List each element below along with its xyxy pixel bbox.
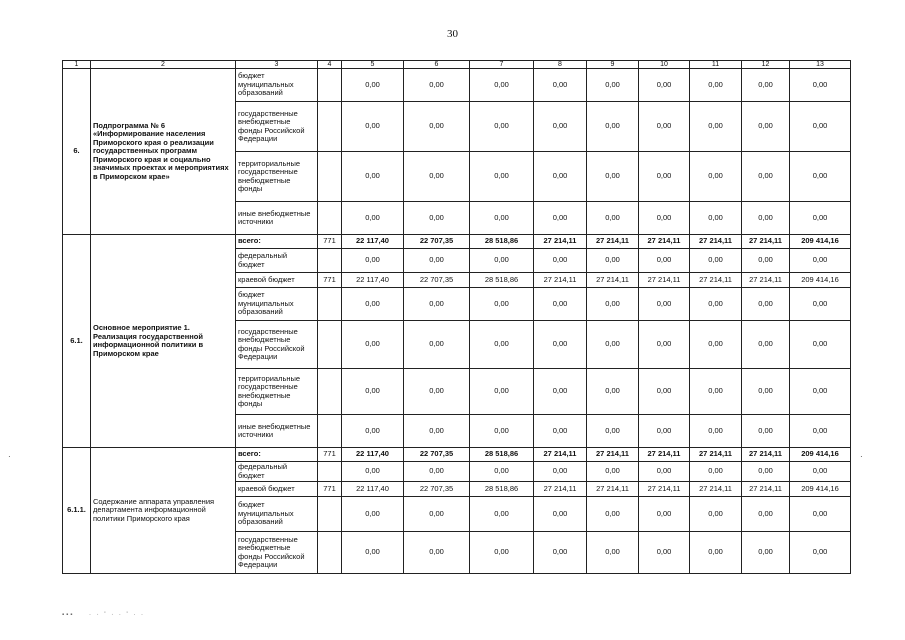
year-value: 0,00 — [690, 497, 742, 532]
section-index: 6.1. — [63, 235, 91, 448]
year-value: 0,00 — [639, 288, 690, 321]
year-value: 0,00 — [470, 202, 534, 235]
year-value: 0,00 — [690, 369, 742, 415]
year-value: 0,00 — [404, 69, 470, 102]
year-value: 0,00 — [587, 69, 639, 102]
total-value: 209 414,16 — [790, 235, 851, 249]
year-value: 0,00 — [587, 497, 639, 532]
year-value: 0,00 — [534, 69, 587, 102]
year-value: 0,00 — [742, 202, 790, 235]
year-value: 0,00 — [404, 415, 470, 448]
year-value: 0,00 — [742, 249, 790, 273]
year-value: 0,00 — [470, 462, 534, 482]
column-header: 8 — [534, 61, 587, 69]
year-value: 27 214,11 — [690, 482, 742, 497]
year-value: 28 518,86 — [470, 482, 534, 497]
budget-code: 771 — [318, 235, 342, 249]
year-value: 0,00 — [404, 249, 470, 273]
funding-source: бюджет муниципальных образований — [236, 288, 318, 321]
year-value: 0,00 — [342, 497, 404, 532]
year-value: 27 214,11 — [587, 235, 639, 249]
year-value: 0,00 — [742, 415, 790, 448]
funding-source: иные внебюджетные источники — [236, 202, 318, 235]
funding-source: федеральный бюджет — [236, 462, 318, 482]
total-value: 0,00 — [790, 369, 851, 415]
total-value: 209 414,16 — [790, 273, 851, 288]
year-value: 0,00 — [404, 288, 470, 321]
year-value: 0,00 — [534, 102, 587, 152]
year-value: 0,00 — [639, 69, 690, 102]
year-value: 0,00 — [639, 369, 690, 415]
year-value: 0,00 — [342, 102, 404, 152]
column-header: 3 — [236, 61, 318, 69]
year-value: 27 214,11 — [534, 235, 587, 249]
total-value: 0,00 — [790, 69, 851, 102]
year-value: 0,00 — [404, 321, 470, 369]
year-value: 0,00 — [534, 462, 587, 482]
year-value: 27 214,11 — [742, 482, 790, 497]
year-value: 0,00 — [404, 152, 470, 202]
year-value: 0,00 — [587, 202, 639, 235]
year-value: 27 214,11 — [639, 273, 690, 288]
section-name: Основное мероприятие 1. Реализация государственной информационной политики в Приморском крае — [91, 235, 236, 448]
margin-mark: · — [8, 452, 11, 461]
funding-source: государственные внебюджетные фонды Российской Федерации — [236, 102, 318, 152]
funding-source: федеральный бюджет — [236, 249, 318, 273]
year-value: 27 214,11 — [690, 273, 742, 288]
year-value: 0,00 — [742, 321, 790, 369]
year-value: 0,00 — [404, 497, 470, 532]
funding-source: территориальные государственные внебюджетные фонды — [236, 152, 318, 202]
year-value: 27 214,11 — [639, 448, 690, 462]
year-value: 27 214,11 — [742, 448, 790, 462]
budget-code — [318, 462, 342, 482]
year-value: 0,00 — [342, 69, 404, 102]
total-value: 0,00 — [790, 288, 851, 321]
year-value: 27 214,11 — [534, 273, 587, 288]
year-value: 0,00 — [587, 288, 639, 321]
year-value: 0,00 — [470, 415, 534, 448]
funding-source: всего: — [236, 448, 318, 462]
year-value: 22 707,35 — [404, 235, 470, 249]
year-value: 0,00 — [342, 321, 404, 369]
total-value: 0,00 — [790, 102, 851, 152]
year-value: 0,00 — [342, 415, 404, 448]
column-header: 13 — [790, 61, 851, 69]
year-value: 0,00 — [742, 288, 790, 321]
total-value: 0,00 — [790, 462, 851, 482]
year-value: 27 214,11 — [534, 482, 587, 497]
year-value: 0,00 — [342, 288, 404, 321]
year-value: 22 117,40 — [342, 482, 404, 497]
year-value: 0,00 — [470, 532, 534, 574]
header-row — [63, 61, 851, 69]
year-value: 27 214,11 — [690, 448, 742, 462]
year-value: 0,00 — [404, 202, 470, 235]
budget-code — [318, 415, 342, 448]
year-value: 28 518,86 — [470, 448, 534, 462]
year-value: 0,00 — [342, 369, 404, 415]
year-value: 0,00 — [639, 532, 690, 574]
budget-code — [318, 69, 342, 102]
year-value: 0,00 — [404, 102, 470, 152]
year-value: 22 117,40 — [342, 273, 404, 288]
year-value: 0,00 — [404, 532, 470, 574]
year-value: 0,00 — [690, 532, 742, 574]
year-value: 0,00 — [534, 202, 587, 235]
column-header: 11 — [690, 61, 742, 69]
year-value: 0,00 — [690, 69, 742, 102]
year-value: 27 214,11 — [534, 448, 587, 462]
total-value: 209 414,16 — [790, 482, 851, 497]
year-value: 27 214,11 — [742, 235, 790, 249]
year-value: 0,00 — [690, 102, 742, 152]
year-value: 0,00 — [690, 415, 742, 448]
year-value: 0,00 — [342, 249, 404, 273]
year-value: 0,00 — [534, 288, 587, 321]
funding-source: иные внебюджетные источники — [236, 415, 318, 448]
year-value: 0,00 — [470, 497, 534, 532]
budget-code — [318, 249, 342, 273]
column-header: 7 — [470, 61, 534, 69]
table-row — [63, 69, 851, 102]
margin-mark: · — [860, 452, 863, 461]
year-value: 0,00 — [587, 152, 639, 202]
column-header: 12 — [742, 61, 790, 69]
table-row — [63, 448, 851, 462]
column-header: 4 — [318, 61, 342, 69]
section-name: Подпрограмма № 6 «Информирование населения Приморского края о реализации государственных программ Приморского края и социально значимых проектах и мероприятиях в Приморском крае» — [91, 69, 236, 235]
year-value: 27 214,11 — [587, 448, 639, 462]
year-value: 27 214,11 — [587, 273, 639, 288]
budget-code — [318, 532, 342, 574]
year-value: 0,00 — [587, 249, 639, 273]
year-value: 0,00 — [342, 202, 404, 235]
budget-code — [318, 202, 342, 235]
year-value: 0,00 — [470, 288, 534, 321]
budget-table — [62, 60, 851, 574]
year-value: 28 518,86 — [470, 273, 534, 288]
year-value: 0,00 — [587, 462, 639, 482]
year-value: 27 214,11 — [639, 482, 690, 497]
year-value: 27 214,11 — [742, 273, 790, 288]
year-value: 0,00 — [690, 152, 742, 202]
year-value: 0,00 — [470, 249, 534, 273]
total-value: 0,00 — [790, 532, 851, 574]
year-value: 0,00 — [742, 532, 790, 574]
budget-code — [318, 497, 342, 532]
budget-code: 771 — [318, 273, 342, 288]
page-number: 30 — [447, 28, 458, 40]
total-value: 209 414,16 — [790, 448, 851, 462]
year-value: 0,00 — [587, 369, 639, 415]
total-value: 0,00 — [790, 321, 851, 369]
year-value: 0,00 — [587, 415, 639, 448]
year-value: 0,00 — [534, 532, 587, 574]
year-value: 0,00 — [342, 152, 404, 202]
budget-code — [318, 152, 342, 202]
year-value: 28 518,86 — [470, 235, 534, 249]
year-value: 0,00 — [470, 152, 534, 202]
budget-code — [318, 288, 342, 321]
column-header: 1 — [63, 61, 91, 69]
year-value: 0,00 — [639, 415, 690, 448]
section-index: 6. — [63, 69, 91, 235]
year-value: 0,00 — [534, 369, 587, 415]
year-value: 22 117,40 — [342, 448, 404, 462]
year-value: 0,00 — [639, 462, 690, 482]
margin-scribble: ▪▪▪ · · ' · · ' · · — [62, 612, 145, 618]
year-value: 22 707,35 — [404, 482, 470, 497]
budget-code — [318, 321, 342, 369]
year-value: 0,00 — [742, 69, 790, 102]
column-header: 2 — [91, 61, 236, 69]
year-value: 0,00 — [742, 369, 790, 415]
funding-source: государственные внебюджетные фонды Российской Федерации — [236, 321, 318, 369]
budget-code — [318, 102, 342, 152]
year-value: 0,00 — [639, 321, 690, 369]
year-value: 0,00 — [639, 102, 690, 152]
section-name: Содержание аппарата управления департамента информационной политики Приморского края — [91, 448, 236, 574]
year-value: 27 214,11 — [690, 235, 742, 249]
year-value: 27 214,11 — [639, 235, 690, 249]
year-value: 0,00 — [690, 321, 742, 369]
year-value: 0,00 — [587, 321, 639, 369]
total-value: 0,00 — [790, 202, 851, 235]
year-value: 0,00 — [534, 321, 587, 369]
year-value: 22 117,40 — [342, 235, 404, 249]
year-value: 27 214,11 — [587, 482, 639, 497]
year-value: 0,00 — [690, 249, 742, 273]
year-value: 0,00 — [587, 102, 639, 152]
budget-code — [318, 369, 342, 415]
year-value: 22 707,35 — [404, 273, 470, 288]
year-value: 0,00 — [470, 102, 534, 152]
year-value: 0,00 — [742, 102, 790, 152]
funding-source: всего: — [236, 235, 318, 249]
total-value: 0,00 — [790, 415, 851, 448]
year-value: 0,00 — [639, 202, 690, 235]
funding-source: бюджет муниципальных образований — [236, 497, 318, 532]
budget-code: 771 — [318, 448, 342, 462]
year-value: 0,00 — [690, 202, 742, 235]
year-value: 0,00 — [342, 462, 404, 482]
total-value: 0,00 — [790, 249, 851, 273]
year-value: 0,00 — [690, 288, 742, 321]
total-value: 0,00 — [790, 497, 851, 532]
year-value: 0,00 — [742, 152, 790, 202]
funding-source: государственные внебюджетные фонды Российской Федерации — [236, 532, 318, 574]
year-value: 0,00 — [404, 369, 470, 415]
year-value: 0,00 — [639, 152, 690, 202]
year-value: 0,00 — [639, 249, 690, 273]
year-value: 0,00 — [690, 462, 742, 482]
funding-source: бюджет муниципальных образований — [236, 69, 318, 102]
year-value: 22 707,35 — [404, 448, 470, 462]
funding-source: краевой бюджет — [236, 273, 318, 288]
section-index: 6.1.1. — [63, 448, 91, 574]
year-value: 0,00 — [742, 497, 790, 532]
year-value: 0,00 — [404, 462, 470, 482]
column-header: 5 — [342, 61, 404, 69]
year-value: 0,00 — [342, 532, 404, 574]
table-row — [63, 235, 851, 249]
year-value: 0,00 — [534, 249, 587, 273]
year-value: 0,00 — [534, 497, 587, 532]
column-header: 9 — [587, 61, 639, 69]
column-header: 10 — [639, 61, 690, 69]
year-value: 0,00 — [587, 532, 639, 574]
funding-source: краевой бюджет — [236, 482, 318, 497]
budget-code: 771 — [318, 482, 342, 497]
table-body — [63, 61, 851, 574]
total-value: 0,00 — [790, 152, 851, 202]
year-value: 0,00 — [470, 321, 534, 369]
year-value: 0,00 — [534, 152, 587, 202]
column-header: 6 — [404, 61, 470, 69]
year-value: 0,00 — [742, 462, 790, 482]
year-value: 0,00 — [639, 497, 690, 532]
year-value: 0,00 — [534, 415, 587, 448]
year-value: 0,00 — [470, 369, 534, 415]
funding-source: территориальные государственные внебюджетные фонды — [236, 369, 318, 415]
year-value: 0,00 — [470, 69, 534, 102]
